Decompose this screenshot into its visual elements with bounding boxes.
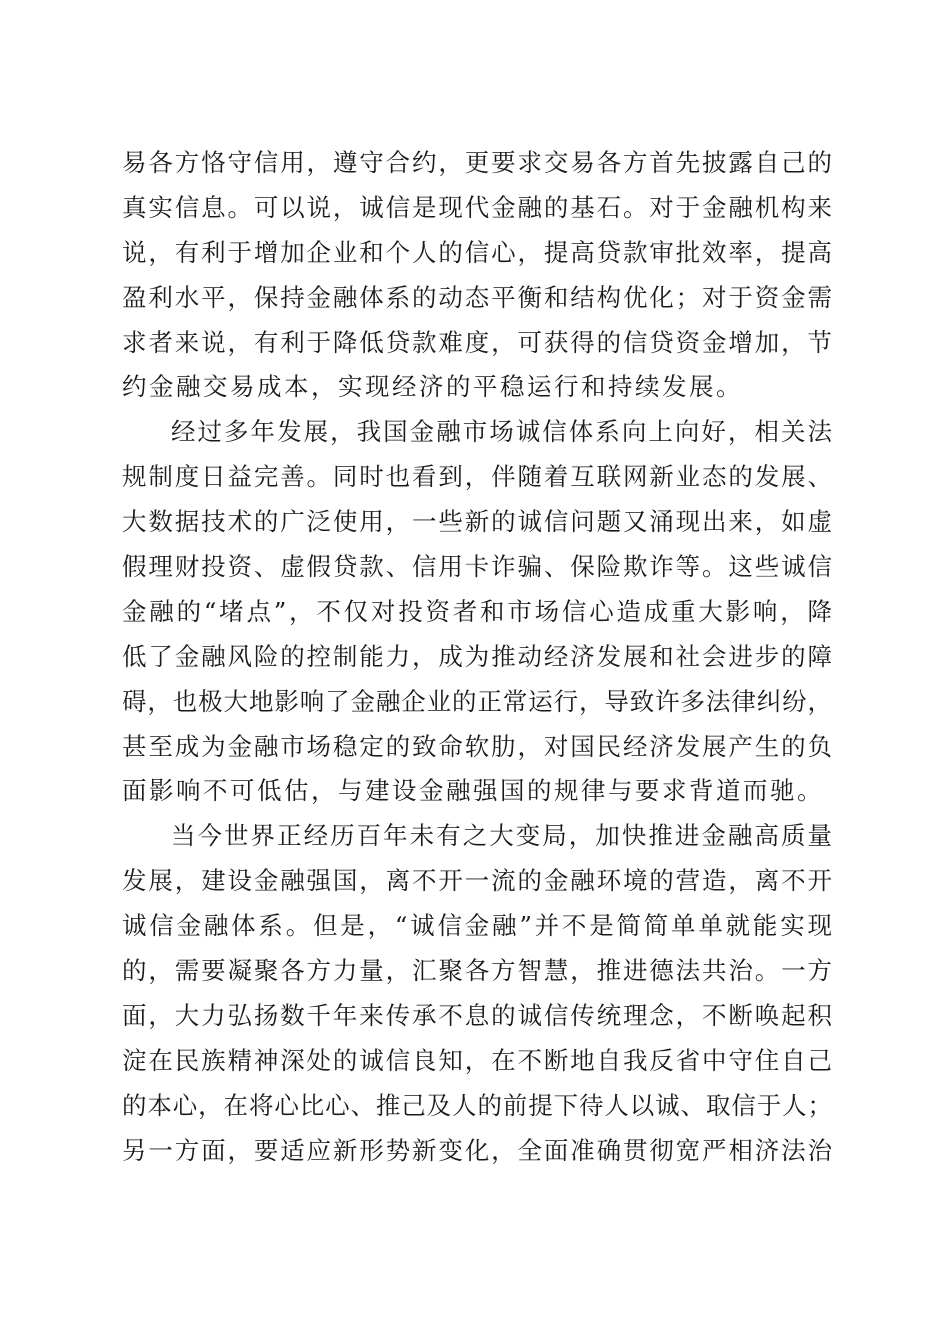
text-line: 淀在民族精神深处的诚信良知，在不断地自我反省中守住自己 — [122, 1045, 832, 1075]
document-body — [122, 141, 832, 1173]
text-line: 约金融交易成本，实现经济的平稳运行和持续发展。 — [122, 372, 743, 402]
text-line: 的本心，在将心比心、推己及人的前提下待人以诚、取信于人； — [122, 1090, 832, 1120]
text-line: 真实信息。可以说，诚信是现代金融的基石。对于金融机构来 — [122, 192, 832, 222]
text-line: 当今世界正经历百年未有之大变局，加快推进金融高质量 — [171, 821, 832, 851]
text-line: 诚信金融体系。但是，“诚信金融”并不是简简单单就能实现 — [122, 911, 832, 941]
text-line: 盈利水平，保持金融体系的动态平衡和结构优化；对于资金需 — [122, 282, 832, 312]
text-line: 的，需要凝聚各方力量，汇聚各方智慧，推进德法共治。一方 — [122, 956, 832, 986]
text-line: 大数据技术的广泛使用，一些新的诚信问题又涌现出来，如虚 — [122, 507, 832, 537]
text-line: 碍，也极大地影响了金融企业的正常运行，导致许多法律纠纷， — [122, 686, 832, 716]
paragraph-3 — [122, 814, 832, 1173]
text-line: 低了金融风险的控制能力，成为推动经济发展和社会进步的障 — [122, 641, 832, 671]
text-line: 金融的“堵点”，不仅对投资者和市场信心造成重大影响，降 — [122, 596, 832, 626]
text-line: 面，大力弘扬数千年来传承不息的诚信传统理念，不断唤起积 — [122, 1000, 832, 1030]
text-line: 发展，建设金融强国，离不开一流的金融环境的营造，离不开 — [122, 866, 832, 896]
paragraph-1 — [122, 141, 832, 410]
paragraph-2 — [122, 410, 832, 814]
text-line: 面影响不可低估，与建设金融强国的规律与要求背道而驰。 — [122, 776, 824, 806]
text-line: 求者来说，有利于降低贷款难度，可获得的信贷资金增加，节 — [122, 327, 832, 357]
text-line: 经过多年发展，我国金融市场诚信体系向上向好，相关法 — [171, 417, 832, 447]
text-line: 另一方面，要适应新形势新变化，全面准确贯彻宽严相济法治 — [122, 1135, 832, 1165]
text-line: 易各方恪守信用，遵守合约，更要求交易各方首先披露自己的 — [122, 148, 832, 177]
text-line: 规制度日益完善。同时也看到，伴随着互联网新业态的发展、 — [122, 462, 832, 492]
text-line: 甚至成为金融市场稳定的致命软肋，对国民经济发展产生的负 — [122, 731, 832, 761]
text-line: 假理财投资、虚假贷款、信用卡诈骗、保险欺诈等。这些诚信 — [122, 552, 832, 582]
text-line: 说，有利于增加企业和个人的信心，提高贷款审批效率，提高 — [122, 237, 832, 267]
